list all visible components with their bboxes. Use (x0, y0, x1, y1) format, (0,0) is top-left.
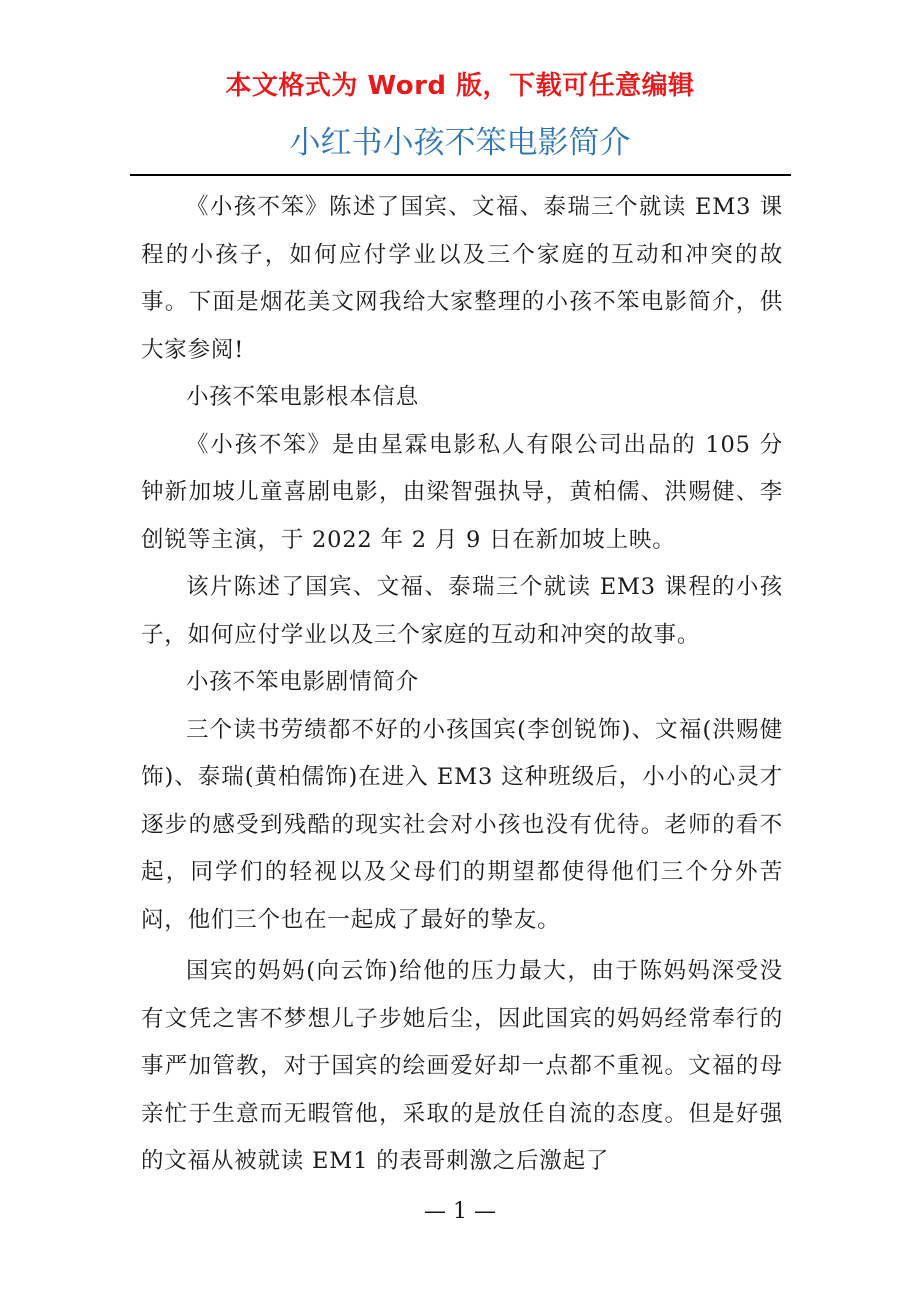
intro-paragraph: 《小孩不笨》陈述了国宾、文福、泰瑞三个就读 EM3 课程的小孩子，如何应付学业以及三个家庭的互动和冲突的故事。下面是烟花美文网我给大家整理的小孩不笨电影简介，供大家参阅! (141, 194, 783, 363)
plot-paragraph-2: 国宾的妈妈(向云饰)给他的压力最大，由于陈妈妈深受没有文凭之害不梦想儿子步她后尘，因此国宾的妈妈经常奉行的事严加管教，对于国宾的绘画爱好却一点都不重视。文福的母亲忙于生意而无暇管他，采取的是放任自流的态度。但是好强的文福从被就读 EM1 的表哥刺激之后激起了 (141, 958, 783, 1174)
basic-info-paragraph: 《小孩不笨》是由星霖电影私人有限公司出品的 105 分钟新加坡儿童喜剧电影，由梁智强执导，黄柏儒、洪赐健、李创锐等主演，于 2022 年 2 月 9 日在新加坡上映。 (141, 431, 783, 553)
story-summary-paragraph: 该片陈述了国宾、文福、泰瑞三个就读 EM3 课程的小孩子，如何应付学业以及三个家庭的互动和冲突的故事。 (141, 574, 783, 648)
document-body (141, 184, 783, 1186)
section-heading-plot: 小孩不笨电影剧情简介 (186, 669, 420, 695)
title-divider (130, 174, 791, 176)
page-number: — 1 — (424, 1199, 496, 1224)
page-title: 小红书小孩不笨电影简介 (289, 125, 631, 161)
section-heading-basic-info: 小孩不笨电影根本信息 (186, 384, 420, 410)
plot-paragraph-1: 三个读书劳绩都不好的小孩国宾(李创锐饰)、文福(洪赐健饰)、泰瑞(黄柏儒饰)在进入 EM3 这种班级后，小小的心灵才逐步的感受到残酷的现实社会对小孩也没有优待。老师的看不起，同学们的轻视以及父母们的期望都使得他们三个分外苦闷，他们三个也在一起成了最好的挚友。 (141, 716, 783, 933)
format-notice-banner: 本文格式为 Word 版，下载可任意编辑 (225, 71, 695, 101)
